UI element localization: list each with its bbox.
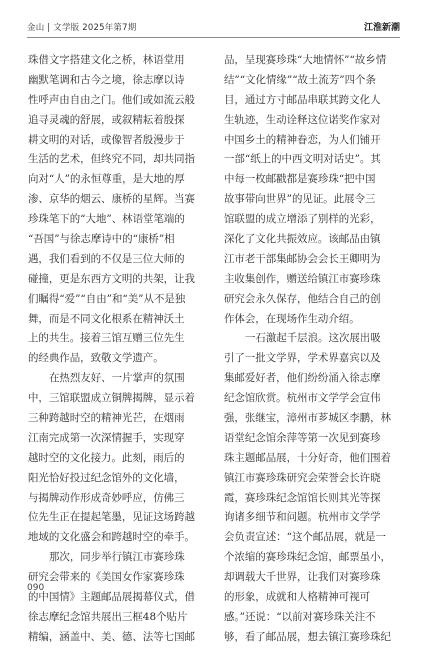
text-line: 感。”还说：“以前对赛珍珠关注不 [224, 610, 376, 623]
text-line: 的经典作品，致敬文学遗产。 [28, 352, 164, 365]
text-line: 一石激起千层浪。这次展出吸 [245, 332, 381, 345]
text-line: 遇，我们看到的不仅是三位大师的 [28, 252, 185, 265]
text-line: 馆联盟的成立增添了别样的光彩， [224, 213, 381, 226]
text-line: 追寻灵魂的舒展，或叙精耘着殷探 [28, 113, 185, 126]
text-line: 深化了文化共振效应。该邮品由镇 [224, 233, 381, 246]
right-text-column [224, 51, 399, 648]
text-line: 故事带向世界”的见证。此展令三 [224, 193, 376, 206]
text-line: 霞，赛珍珠纪念馆馆长则其光等探 [224, 491, 381, 504]
text-line: 精编，涵盖中、美、德、法等七国邮 [28, 630, 195, 643]
journal-issue-label: 金山 | 文学版 2025年第7期 [27, 23, 137, 33]
text-line: 镇江市赛珍珠研究会荣誉会长许晓 [224, 471, 381, 484]
text-line: 地域的文化盛会和跨越时空的牵手。 [28, 531, 195, 544]
text-line: 与揭牌动作形成奇妙呼应，仿佛三 [28, 491, 185, 504]
section-title: 江淮新潮 [363, 23, 400, 33]
text-line: “吾国”与徐志摩诗中的“康桥”相 [28, 233, 175, 246]
text-line: 却调载大千世界，让我们对赛珍珠 [224, 571, 381, 584]
text-line: 们瞩得“爱”“自由”和“美”从不是独 [28, 292, 186, 305]
text-line: 中国乡土的精神眷恋，为人们铺开 [224, 133, 381, 146]
text-line: 研究会带来的《美国女作家赛珍珠 [28, 571, 185, 584]
text-line: 生活的艺术，但终究不同，却共同指 [28, 153, 195, 166]
text-line: 幽默笔调和古今之境，徐志摩以诗 [28, 73, 185, 86]
text-line: 的中国情》主题邮品展揭幕仪式，借 [28, 591, 195, 604]
text-line: 语堂纪念馆余萍等第一次见到赛珍 [224, 431, 381, 444]
left-text-column [28, 51, 203, 648]
text-line: 结”“文化情缘”“故土流芳”四个条 [224, 73, 376, 86]
text-line: 中，三馆联盟成立铜牌揭牌，显示着 [28, 392, 195, 405]
text-line: 目，通过方寸邮品串联其跨文化人 [224, 93, 381, 106]
text-line: 舞，而是不同文化根系在精神沃土 [28, 312, 185, 325]
text-line: 在热烈友好、一片掌声的氛围 [49, 372, 185, 385]
text-line: 个浓缩的赛珍珠纪念馆，邮票虽小， [224, 551, 391, 564]
text-line: 珠借文字搭建文化之桥，林语堂用 [28, 54, 185, 66]
text-line: 中每一枚邮戳都是赛珍珠“把中国 [224, 173, 376, 186]
text-line: 阳光恰好投过纪念馆外的文化墙， [28, 471, 185, 484]
text-line: 珠主题邮品展，十分好奇，他们围着 [224, 451, 391, 464]
text-line: 的形象，成就和人格精神可视可 [224, 591, 371, 604]
text-line: 上的共生。接着三馆互赠三位先生 [28, 332, 185, 345]
header-divider [27, 37, 400, 38]
text-line: 品，呈现赛珍珠“大地情怀”“故乡情 [224, 54, 387, 66]
text-line: 集邮爱好者，他们纷纷涌入徐志摩 [224, 372, 381, 385]
text-line: 询诸多细节和问题。杭州市文学学 [224, 511, 381, 524]
text-line: 研究会永久保存，他结合自己的创 [224, 292, 381, 305]
text-line: 强，张继宝，漳州市芗城区李鹏，林 [224, 412, 391, 425]
text-line: 生轨迹，生动诠释这位诺奖作家对 [224, 113, 381, 126]
text-line: 会负责宣述：“这个邮品展，就是一 [224, 531, 386, 544]
text-line: 那次，同步举行镇江市赛珍珠 [49, 551, 185, 564]
text-line: 一部“纸上的中西文明对话史”。其 [224, 153, 381, 166]
text-line: 耕文明的对话，或像智者殷漫步于 [28, 133, 185, 146]
text-line: 够，看了邮品展，想去镇江赛珍珠纪 [224, 630, 391, 643]
text-line: 徐志摩纪念馆共展出三框48个贴片 [28, 610, 188, 623]
text-line: 引了一批文学界，学术界嘉宾以及 [224, 352, 381, 365]
text-line: 越时空的文化接力。此刻，雨后的 [28, 451, 185, 464]
text-line: 位先生正在提起笔墨，见证这场跨越 [28, 511, 195, 524]
page-number: 090 [27, 583, 45, 593]
text-line: 碰撞，更是东西方文明的共架，让我 [28, 272, 195, 285]
text-line: 主收集创作，赠送给镇江市赛珍珠 [224, 272, 381, 285]
text-line: 向对“人”的永恒尊重，是大地的厚 [28, 173, 185, 186]
text-line: 江市老干部集邮协会会长王卿明为 [224, 252, 381, 265]
text-line: 性呼声由自由之门。他们或如流云般 [28, 93, 195, 106]
text-line: 三种跨越时空的精神光芒，在烟雨 [28, 412, 185, 425]
text-line: 纪念馆欣赏。杭州市文学学会宣伟 [224, 392, 381, 405]
text-line: 珍珠笔下的“大地”、林语堂笔端的 [28, 213, 185, 226]
text-line: 渗、京华的烟云、康桥的星辉。当赛 [28, 193, 195, 206]
text-line: 作体会，在现场作生动介绍。 [224, 312, 360, 325]
text-line: 江南完成第一次深情握手，实现穿 [28, 431, 185, 444]
